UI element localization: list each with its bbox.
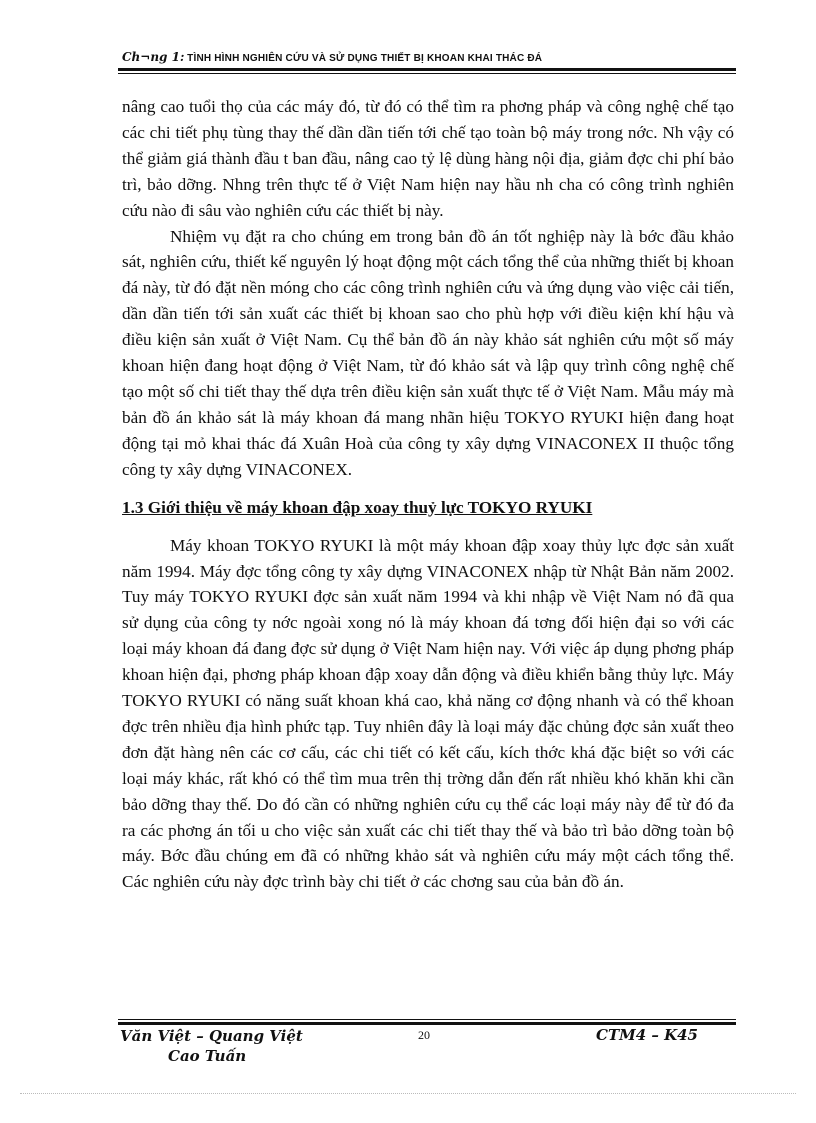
body-paragraph: nâng cao tuổi thọ của các máy đó, từ đó có thể tìm ra phơng pháp và công nghệ chế tạo các chi tiết phụ tùng thay thế dần dần tiến tới chế tạo toàn bộ máy trong nớc. Nh vậy có thể giảm giá thành đầu t ban đầu, nâng cao tỷ lệ dùng hàng nội địa, giảm đợc chi phí bảo trì, bảo dỡng. Nhng trên thực tế ở Việt Nam hiện nay hầu nh cha có công trình nghiên cứu nào đi sâu vào nghiên cứu các thiết bị này.: [122, 97, 734, 220]
footer-rule-thick: [118, 1022, 736, 1025]
chapter-title: TÌNH HÌNH NGHIÊN CỨU VÀ SỬ DỤNG THIẾT BỊ KHOAN KHAI THÁC ĐÁ: [187, 53, 543, 64]
section-heading: 1.3 Giới thiệu về máy khoan đập xoay thuỷ lực TOKYO RYUKI: [122, 497, 593, 517]
footer-rule-thin: [118, 1019, 736, 1020]
section-paragraph: Máy khoan TOKYO RYUKI là một máy khoan đập xoay thủy lực đợc sản xuất năm 1994. Máy đợc tổng công ty xây dựng VINACONEX nhập từ Nhật Bản năm 2002. Tuy máy TOKYO RYUKI đợc sản xuất năm 1994 và khi nhập về Việt Nam nó đã qua sử dụng của công ty nớc ngoài xong nó là máy khoan đá tơng đối hiện đại so với các loại máy khoan đá đang đợc sử dụng ở Việt Nam hiện nay. Với việc áp dụng phơng pháp khoan hiện đại, phơng pháp khoan đập xoay dẫn động và điều khiển bằng thủy lực. Máy TOKYO RYUKI có năng suất khoan khá cao, khả năng cơ động nhanh và có thể khoan đợc trên nhiều địa hình phức tạp. Tuy nhiên đây là loại máy đặc chủng đợc sản xuất theo đơn đặt hàng nên các cơ cấu, các chi tiết có kết cấu, kích thớc khá đặc biệt so với các loại máy khác, rất khó có thể tìm mua trên thị trờng dẫn đến rất nhiều khó khăn khi cần bảo dỡng thay thế. Do đó cần có những nghiên cứu cụ thể các loại máy này để từ đó đa ra các phơng án tối u cho việc sản xuất các chi tiết thay thế và bảo trì bảo dỡng toàn bộ máy. Bớc đầu chúng em đã có những khảo sát và nghiên cứu máy một cách tổng thể. Các nghiên cứu này đợc trình bày chi tiết ở các chơng sau của bản đồ án.: [122, 535, 734, 892]
authors-line-2: Cao Tuấn: [168, 1047, 247, 1065]
page-edge-divider: [20, 1093, 796, 1094]
body-paragraph: Nhiệm vụ đặt ra cho chúng em trong bản đồ án tốt nghiệp này là bớc đầu khảo sát, nghiên cứu, thiết kế nguyên lý hoạt động một cách tổng thể của những thiết bị khoan đá này, từ đó đặt nền móng cho các công trình nghiên cứu và ứng dụng vào việc cải tiến, dần dần tiến tới sản xuất các thiết bị khoan sao cho phù hợp với điều kiện khí hậu và điều kiện sản xuất ở Việt Nam. Cụ thể bản đồ án này khảo sát nghiên cứu một số máy khoan hiện đang hoạt động ở Việt Nam, từ đó khảo sát và lập quy trình công nghệ chế tạo một số chi tiết thay thế dựa trên điều kiện sản xuất thực tế ở Việt Nam. Mẫu máy mà bản đồ án khảo sát là máy khoan đá mang nhãn hiệu TOKYO RYUKI hiện đang hoạt động tại mỏ khai thác đá Xuân Hoà của công ty xây dựng VINACONEX II thuộc tổng công ty xây dựng VINACONEX.: [122, 226, 734, 479]
page-body: [122, 94, 734, 895]
chapter-label: Ch¬ng 1:: [122, 50, 185, 64]
class-code: CTM4 – K45: [596, 1026, 698, 1044]
authors-line-1: Văn Việt – Quang Việt: [120, 1027, 303, 1045]
footer-authors: [120, 1026, 303, 1066]
header-rule-thick: [118, 68, 736, 71]
page-number: 20: [418, 1028, 430, 1042]
page-header: [122, 50, 734, 66]
header-rule-thin: [118, 73, 736, 74]
